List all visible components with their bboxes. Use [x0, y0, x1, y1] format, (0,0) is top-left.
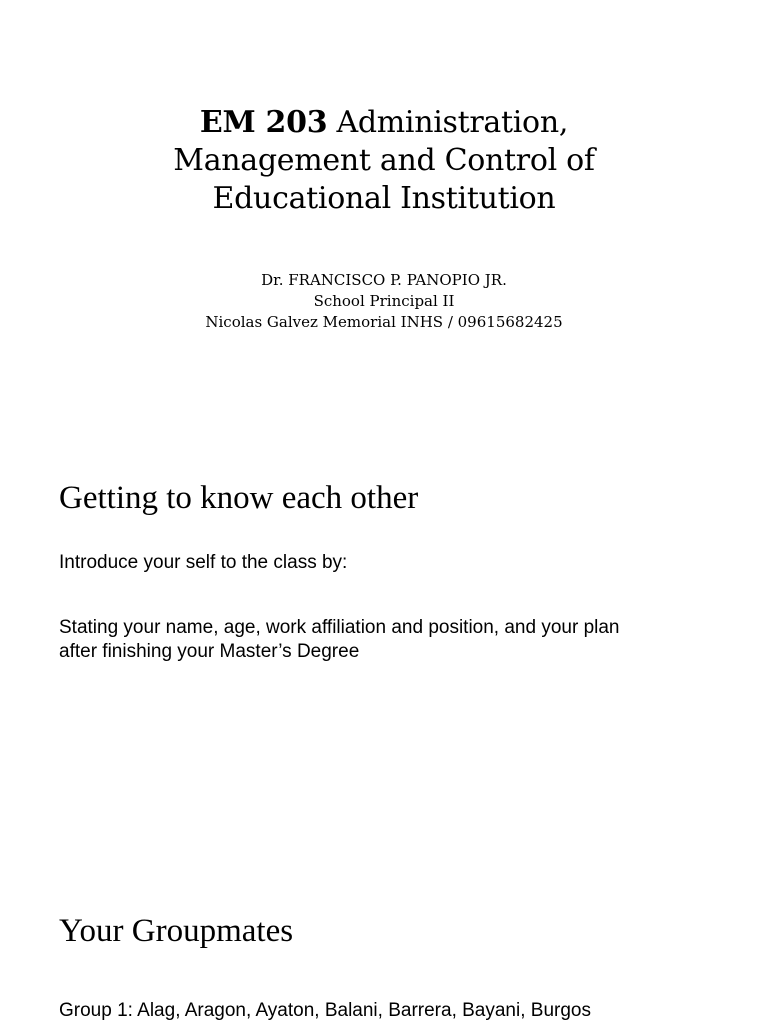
course-title-line2: Management and Control of — [173, 143, 595, 178]
intro-instruction — [59, 616, 719, 664]
intro-instruction-line1: Stating your name, age, work affiliation and position, and your plan — [59, 617, 620, 638]
presenter-position: School Principal II — [313, 292, 455, 310]
course-title-line3: Educational Institution — [212, 181, 556, 216]
presenter-name: Dr. FRANCISCO P. PANOPIO JR. — [261, 271, 507, 289]
course-title-line1 — [0, 104, 768, 142]
group1-members: Group 1: Alag, Aragon, Ayaton, Balani, Barrera, Bayani, Burgos — [59, 1000, 591, 1021]
intro-prompt: Introduce your self to the class by: — [59, 552, 348, 573]
course-code: EM 203 — [199, 105, 328, 140]
presenter-school-contact: Nicolas Galvez Memorial INHS / 09615682425 — [205, 313, 563, 331]
intro-instruction-line2: after finishing your Master’s Degree — [59, 641, 360, 662]
course-title — [0, 104, 768, 218]
groupmates-heading: Your Groupmates — [59, 913, 294, 949]
presenter-info — [0, 270, 768, 333]
course-title-line1-rest: Administration, — [327, 105, 569, 140]
intro-heading: Getting to know each other — [59, 480, 419, 516]
